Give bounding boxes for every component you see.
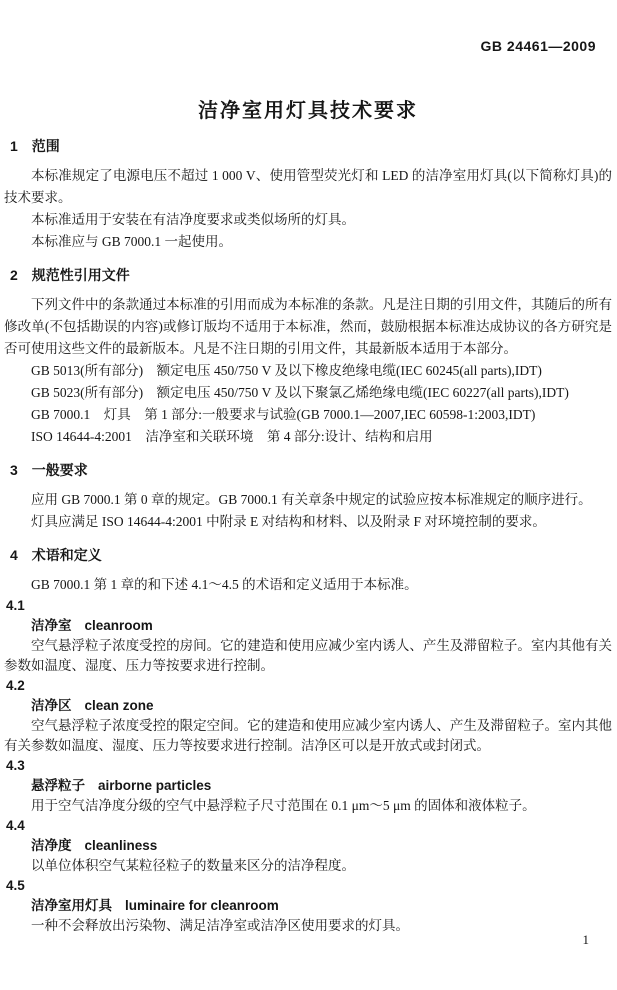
clause-1-heading — [4, 137, 612, 155]
clause-4-intro: GB 7000.1 第 1 章的和下述 4.1～4.5 的术语和定义适用于本标准。 — [31, 577, 418, 592]
clause-4-number: 4 — [10, 547, 18, 563]
clause-2-title: 规范性引用文件 — [31, 267, 130, 283]
page-number: 1 — [582, 932, 589, 947]
term-4-5-name-zh: 洁净室用灯具 — [31, 898, 112, 913]
term-4-5-name — [31, 896, 612, 916]
term-4-4-name-zh: 洁净度 — [31, 838, 72, 853]
term-4-4-definition: 以单位体积空气某粒径粒子的数量来区分的洁净程度。 — [31, 858, 355, 873]
term-4-2-name-zh: 洁净区 — [31, 698, 72, 713]
reference-item-4: ISO 14644-4:2001 洁净室和关联环境 第 4 部分:设计、结构和启用 — [31, 429, 433, 444]
term-4-3-name-en: airborne particles — [98, 778, 212, 793]
reference-item-1: GB 5013(所有部分) 额定电压 450/750 V 及以下橡皮绝缘电缆(IEC 60245(all parts),IDT) — [31, 363, 542, 378]
term-4-3-name-zh: 悬浮粒子 — [31, 778, 85, 793]
standard-number: GB 24461—2009 — [480, 38, 596, 54]
term-4-1-name-en: cleanroom — [84, 618, 153, 633]
term-4-1-name — [31, 616, 612, 636]
term-4-4-number: 4.4 — [6, 818, 25, 833]
clause-2-number: 2 — [10, 267, 18, 283]
clause-2-heading — [4, 266, 612, 284]
clause-1-paragraph-2: 本标准适用于安装在有洁净度要求或类似场所的灯具。 — [31, 212, 355, 227]
document-title: 洁净室用灯具技术要求 — [198, 100, 418, 122]
terms-and-definitions — [4, 596, 612, 936]
term-4-2-number: 4.2 — [6, 678, 25, 693]
term-4-5-number: 4.5 — [6, 878, 25, 893]
term-4-5-name-en: luminaire for cleanroom — [125, 898, 279, 913]
clause-3-title: 一般要求 — [31, 462, 88, 478]
clause-3-paragraph-1: 应用 GB 7000.1 第 0 章的规定。GB 7000.1 有关章条中规定的试验应按本标准规定的顺序进行。 — [31, 492, 592, 507]
clause-3-number: 3 — [10, 462, 18, 478]
term-4-3-number: 4.3 — [6, 758, 25, 773]
term-4-3-definition: 用于空气洁净度分级的空气中悬浮粒子尺寸范围在 0.1 μm～5 μm 的固体和液体粒子。 — [31, 798, 536, 813]
normative-references-list — [4, 360, 612, 448]
term-4-3-name — [31, 776, 612, 796]
term-4-1-name-zh: 洁净室 — [31, 618, 72, 633]
clause-1-title: 范围 — [31, 138, 60, 154]
clause-4-heading — [4, 546, 612, 564]
term-4-2-name-en: clean zone — [84, 698, 154, 713]
reference-item-2: GB 5023(所有部分) 额定电压 450/750 V 及以下聚氯乙烯绝缘电缆(IEC 60227(all parts),IDT) — [31, 385, 569, 400]
reference-item-3: GB 7000.1 灯具 第 1 部分:一般要求与试验(GB 7000.1—2007,IEC 60598-1:2003,IDT) — [31, 407, 536, 422]
clause-3-heading — [4, 461, 612, 479]
term-4-4-name-en: cleanliness — [84, 838, 158, 853]
term-4-4-name — [31, 836, 612, 856]
clause-3-paragraph-2: 灯具应满足 ISO 14644-4:2001 中附录 E 对结构和材料、以及附录 F 对环境控制的要求。 — [31, 514, 546, 529]
clause-1-paragraph-3: 本标准应与 GB 7000.1 一起使用。 — [31, 234, 233, 249]
term-4-5-definition: 一种不会释放出污染物、满足洁净室或洁净区使用要求的灯具。 — [31, 918, 409, 933]
clause-1-paragraph-1: 本标准规定了电源电压不超过 1 000 V、使用管型荧光灯和 LED 的洁净室用灯具(以下简称灯具)的技术要求。 — [4, 168, 612, 205]
term-4-1-number: 4.1 — [6, 598, 25, 613]
clause-4-title: 术语和定义 — [31, 547, 102, 563]
clause-2-intro: 下列文件中的条款通过本标准的引用而成为本标准的条款。凡是注日期的引用文件，其随后的所有修改单(不包括勘误的内容)或修订版均不适用于本标准，然而，鼓励根据本标准达成协议的各方研究是否可使用这些文件的最新版本。凡是不注日期的引用文件，其最新版本适用于本部分。 — [4, 297, 612, 356]
clause-1-number: 1 — [10, 138, 18, 154]
term-4-1-definition: 空气悬浮粒子浓度受控的房间。它的建造和使用应减少室内诱人、产生及滞留粒子。室内其他有关参数如温度、湿度、压力等按要求进行控制。 — [4, 638, 612, 673]
term-4-2-definition: 空气悬浮粒子浓度受控的限定空间。它的建造和使用应减少室内诱人、产生及滞留粒子。室内其他有关参数如温度、湿度、压力等按要求进行控制。洁净区可以是开放式或封闭式。 — [4, 718, 612, 753]
term-4-2-name — [31, 696, 612, 716]
